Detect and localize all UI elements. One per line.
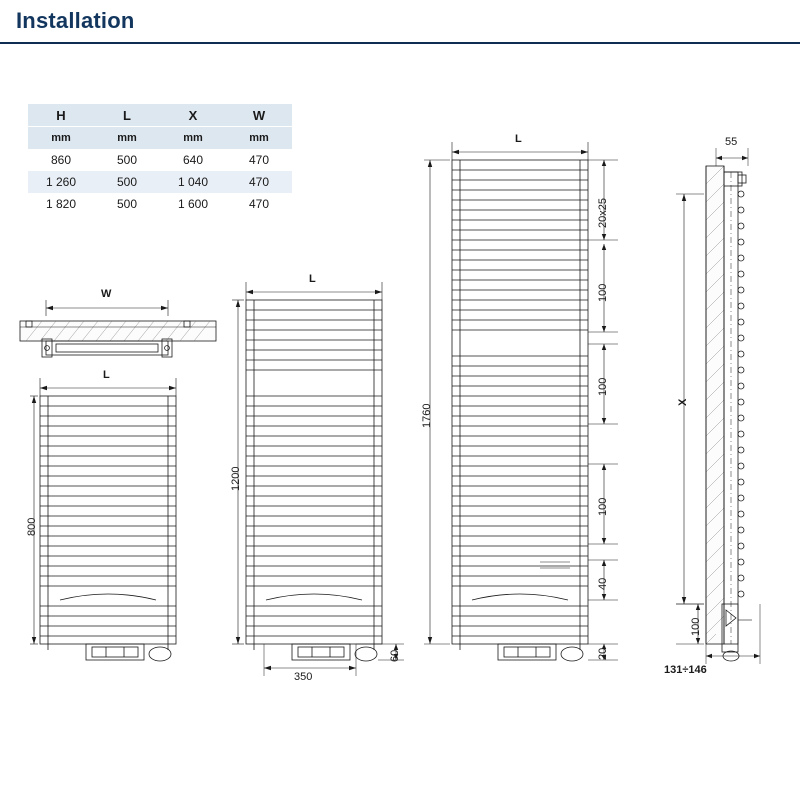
cell-x: 640 [160,149,226,171]
column-header-l: L [94,104,160,127]
cell-l: 500 [94,193,160,215]
dim-seg-2: 100 [597,377,609,396]
view-radiator-800 [30,378,176,661]
dim-height-800: 800 [26,517,38,536]
label-l-800: L [103,369,110,381]
unit-l: mm [94,127,160,150]
radiator-drawings-svg [0,44,800,744]
page-title: Installation [16,8,135,33]
dim-seg-4: 40 [597,577,609,590]
column-header-x: X [160,104,226,127]
dim-projection: 131÷146 [664,664,707,676]
dim-foot-60: 60 [389,649,401,662]
dim-seg-bottom: 20 [597,647,609,660]
view-side-section [676,148,760,664]
unit-h: mm [28,127,94,150]
header-bar [0,0,800,44]
view-radiator-1760 [424,142,618,661]
label-x-side: X [677,398,689,406]
cell-w: 470 [226,149,292,171]
dim-seg-top: 20x25 [597,198,609,228]
dim-height-1760: 1760 [421,403,433,428]
unit-w: mm [226,127,292,150]
technical-drawing-area [0,44,800,744]
dim-base-350: 350 [294,671,313,683]
cell-h: 1 260 [28,171,94,193]
cell-x: 1 600 [160,193,226,215]
column-header-w: W [226,104,292,127]
cell-w: 470 [226,193,292,215]
label-w-top: W [101,288,112,300]
dim-seg-1: 100 [597,283,609,302]
dim-seg-3: 100 [597,497,609,516]
dim-height-1200: 1200 [230,466,242,491]
cell-x: 1 040 [160,171,226,193]
label-l-1200: L [309,273,316,285]
cell-h: 860 [28,149,94,171]
label-l-1760: L [515,133,522,145]
dim-foot-100: 100 [690,617,702,636]
cell-w: 470 [226,171,292,193]
column-header-h: H [28,104,94,127]
view-top-plan [20,300,216,357]
cell-l: 500 [94,149,160,171]
cell-l: 500 [94,171,160,193]
unit-x: mm [160,127,226,150]
cell-h: 1 820 [28,193,94,215]
view-radiator-1200 [232,282,404,676]
dim-depth-55: 55 [725,136,738,148]
